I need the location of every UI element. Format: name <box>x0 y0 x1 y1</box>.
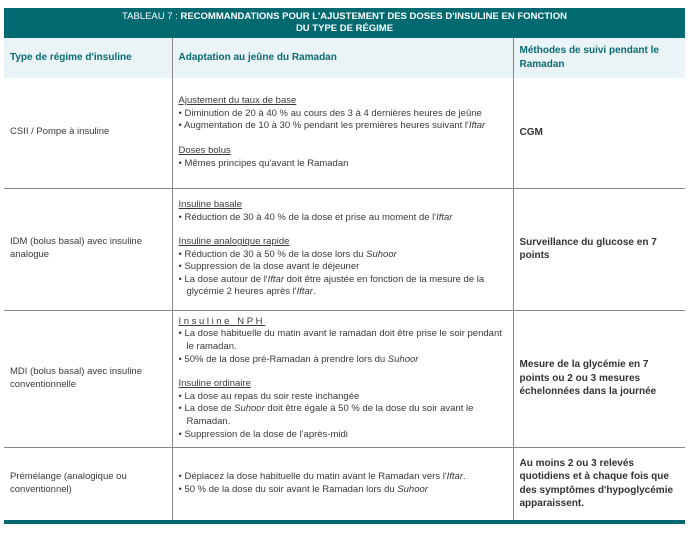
column-header-monitoring: Méthodes de suivi pendant le Ramadan <box>513 38 685 78</box>
bullet-item: • La dose autour de l'Iftar doit être ajustée en fonction de la mesure de la glycémie 2 heures après l'Iftar. <box>178 273 485 298</box>
header-row <box>4 38 685 78</box>
table-bottom-rule <box>4 520 685 524</box>
adaptation-cell <box>172 78 513 188</box>
italic-term: Iftar <box>436 211 453 223</box>
table-title <box>4 8 685 38</box>
bullet-item: • 50% de la dose pré-Ramadan à prendre lors du Suhoor <box>178 353 419 365</box>
table-row <box>4 78 685 188</box>
regime-cell: CSII / Pompe à insuline <box>10 126 110 138</box>
monitoring-cell: Au moins 2 ou 3 relevés quotidiens et à chaque fois que des symptômes d'hypoglycémie apparaissent. <box>513 447 685 520</box>
section-heading: Doses bolus <box>178 145 231 157</box>
bullet-item: • Diminution de 20 à 40 % au cours des 3 à 4 dernières heures de jeûne <box>178 107 482 119</box>
table-row <box>4 447 685 520</box>
bullet-item: • Suppression de la dose avant le déjeuner <box>178 261 360 273</box>
adaptation-cell <box>172 310 513 447</box>
bullet-item: • La dose au repas du soir reste inchangée <box>178 390 360 402</box>
section-heading: Insuline NPH <box>178 315 266 327</box>
bullet-item: • La dose de Suhoor doit être égale à 50 % de la dose du soir avant le Ramadan. <box>178 403 474 427</box>
table-title-prefix: TABLEAU 7 : <box>122 11 181 22</box>
monitoring-cell: Surveillance du glucose en 7 points <box>513 188 685 310</box>
section-heading: Insuline basale <box>178 198 242 210</box>
regime-cell: MDI (bolus basal) avec insuline conventionnelle <box>4 310 172 447</box>
adaptation-cell <box>172 188 513 310</box>
italic-term: Iftar <box>446 471 464 483</box>
italic-term: Suhoor <box>387 353 419 365</box>
insulin-adjustment-table <box>4 38 685 520</box>
bullet-item: • Mêmes principes qu'avant le Ramadan <box>178 157 349 169</box>
italic-term: Suhoor <box>366 248 397 260</box>
regime-cell: IDM (bolus basal) avec insuline analogue <box>4 188 172 310</box>
adaptation-cell <box>172 447 513 520</box>
bullet-item: • La dose habituelle du matin avant le ramadan doit être prise le soir pendant le ramadan. <box>178 328 502 353</box>
regime-cell: Prémélange (analogique ou conventionnel) <box>4 447 172 520</box>
table-title-line2: DU TYPE DE RÉGIME <box>295 23 394 34</box>
section-gap <box>179 366 507 378</box>
italic-term: Suhoor <box>234 403 265 415</box>
monitoring-cell: CGM <box>513 78 685 188</box>
table-title-line1: RECOMMANDATIONS POUR L'AJUSTEMENT DES DOSES D'INSULINE EN FONCTION <box>180 11 567 22</box>
italic-term: Suhoor <box>397 483 428 495</box>
bullet-item: • Suppression de la dose de l'après-midi <box>178 428 348 440</box>
section-gap <box>179 133 507 145</box>
italic-term: Iftar <box>468 120 486 132</box>
italic-term: Iftar <box>267 273 284 285</box>
bullet-item: • Réduction de 30 à 50 % de la dose lors du Suhoor <box>178 248 397 260</box>
section-heading: Insuline analogique rapide <box>178 236 290 248</box>
section-heading: Insuline ordinaire <box>178 378 251 390</box>
table-row <box>4 310 685 447</box>
column-header-regime: Type de régime d'insuline <box>4 38 172 78</box>
bullet-item: • Déplacez la dose habituelle du matin avant le Ramadan vers l'Iftar. <box>178 471 466 483</box>
column-header-adaptation: Adaptation au jeûne du Ramadan <box>172 38 513 78</box>
bullet-item: • Réduction de 30 à 40 % de la dose et prise au moment de l'Iftar <box>178 211 453 223</box>
section-gap <box>179 224 507 236</box>
table-row <box>4 188 685 310</box>
monitoring-cell: Mesure de la glycémie en 7 points ou 2 ou 3 mesures échelonnées dans la journée <box>513 310 685 447</box>
bullet-item: • Augmentation de 10 à 30 % pendant les premières heures suivant l'Iftar <box>178 120 486 132</box>
italic-term: Iftar <box>296 286 313 298</box>
bullet-item: • 50 % de la dose du soir avant le Ramadan lors du Suhoor <box>178 483 428 495</box>
section-heading: Ajustement du taux de base <box>178 95 297 107</box>
